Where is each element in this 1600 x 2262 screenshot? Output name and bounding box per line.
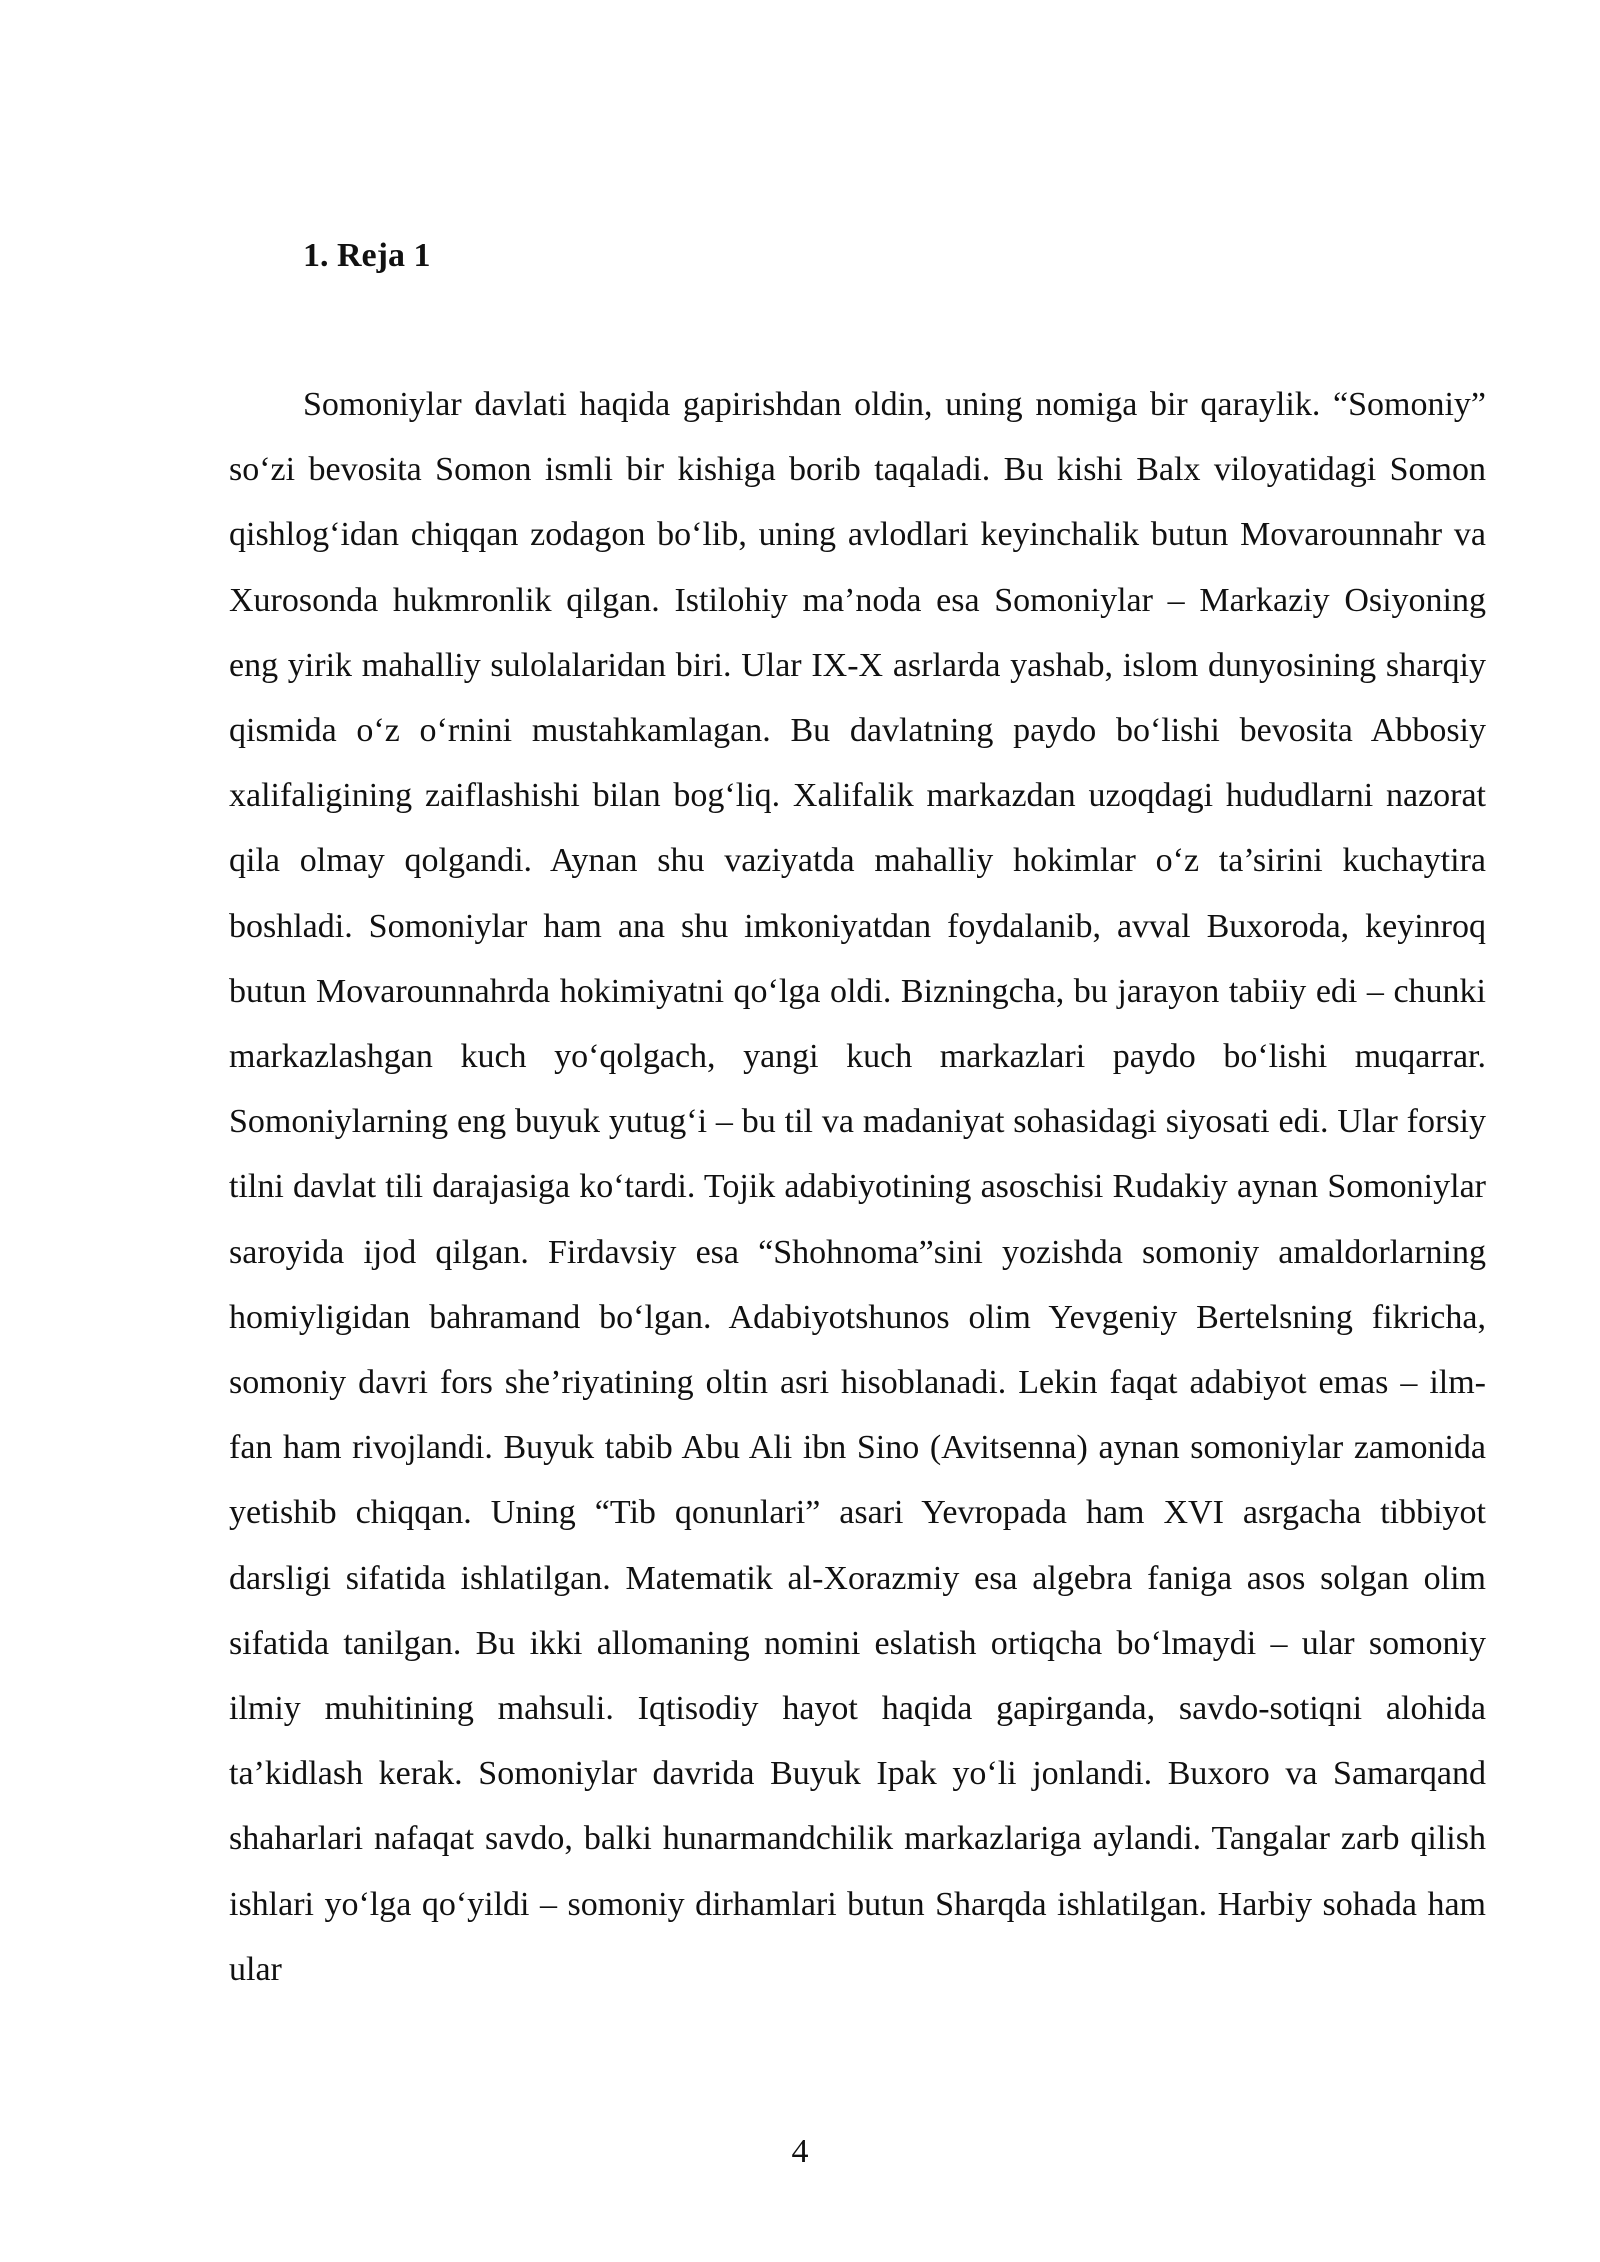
section-heading: 1. Reja 1 [303, 237, 431, 274]
page-number: 4 [791, 2133, 809, 2170]
body-paragraph: Somoniylar davlati haqida gapirishdan oldin, uning nomiga bir qaraylik. “Somoniy” so‘zi bevosita Somon ismli bir kishiga borib taqaladi. Bu kishi Balx viloyatidagi Somon qishlog‘idan chiqqan zodagon bo‘lib, uning avlodlari keyinchalik butun Movarounnahr va Xurosonda hukmronlik qilgan. Istilohiy ma’noda esa Somoniylar – Markaziy Osiyoning eng yirik mahalliy sulolalaridan biri. Ular IX-X asrlarda yashab, islom dunyosining sharqiy qismida o‘z o‘rnini mustahkamlagan. Bu davlatning paydo bo‘lishi bevosita Abbosiy xalifaligining zaiflashishi bilan bog‘liq. Xalifalik markazdan uzoqdagi hududlarni nazorat qila olmay qolgandi. Aynan shu vaziyatda mahalliy hokimlar o‘z ta’sirini kuchaytira boshladi. Somoniylar ham ana shu imkoniyatdan foydalanib, avval Buxoroda, keyinroq butun Movarounnahrda hokimiyatni qo‘lga oldi. Bizningcha, bu jarayon tabiiy edi – chunki markazlashgan kuch yo‘qolgach, yangi kuch markazlari paydo bo‘lishi muqarrar. Somoniylarning eng buyuk yutug‘i – bu til va madaniyat sohasidagi siyosati edi. Ular forsiy tilni davlat tili darajasiga ko‘tardi. Tojik adabiyotining asoschisi Rudakiy aynan Somoniylar saroyida ijod qilgan. Firdavsiy esa “Shohnoma”sini yozishda somoniy amaldorlarning homiyligidan bahramand bo‘lgan. Adabiyotshunos olim Yevgeniy Bertelsning fikricha, somoniy davri fors she’riyatining oltin asri hisoblanadi. Lekin faqat adabiyot emas – ilm-fan ham rivojlandi. Buyuk tabib Abu Ali ibn Sino (Avitsenna) aynan somoniylar zamonida yetishib chiqqan. Uning “Tib qonunlari” asari Yevropada ham XVI asrgacha tibbiyot darsligi sifatida ishlatilgan. Matematik al-Xorazmiy esa algebra faniga asos solgan olim sifatida tanilgan. Bu ikki allomaning nomini eslatish ortiqcha bo‘lmaydi – ular somoniy ilmiy muhitining mahsuli. Iqtisodiy hayot haqida gapirganda, savdo-sotiqni alohida ta’kidlash kerak. Somoniylar davrida Buyuk Ipak yo‘li jonlandi. Buxoro va Samarqand shaharlari nafaqat savdo, balki hunarmandchilik markazlariga aylandi. Tangalar zarb qilish ishlari yo‘lga qo‘yildi – somoniy dirhamlari butun Sharqda ishlatilgan. Harbiy sohada ham ular [229, 386, 1486, 1988]
